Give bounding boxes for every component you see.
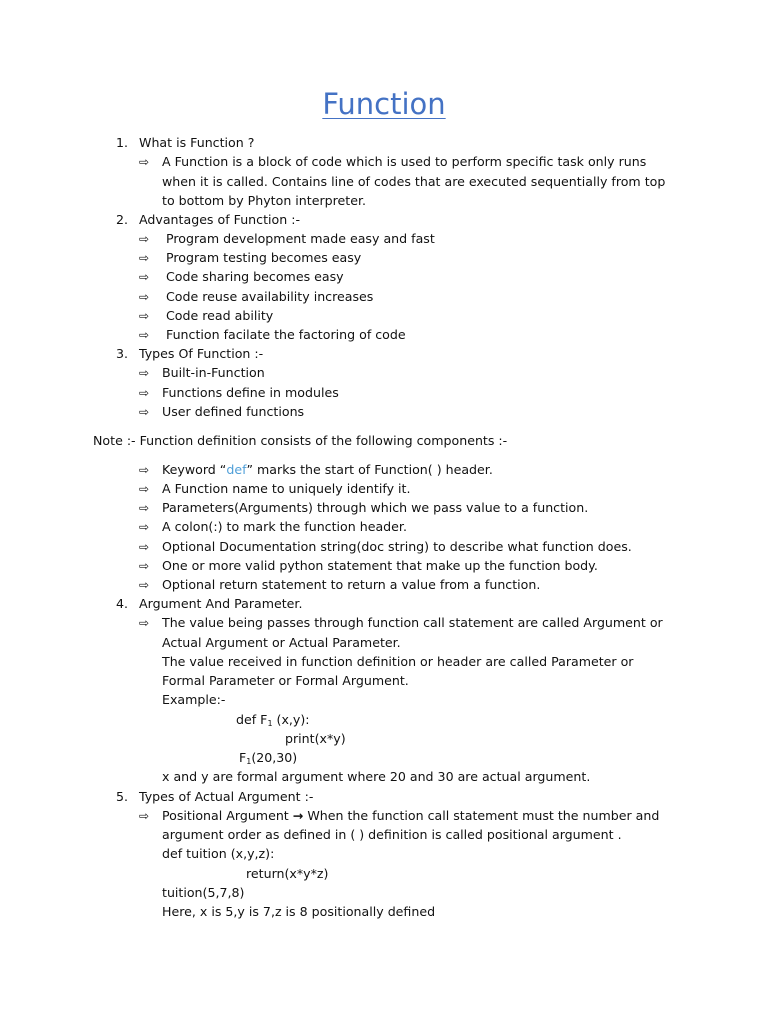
code-line: print(x*y) [285, 731, 346, 746]
arrow-bullet-icon: ⇨ [139, 328, 150, 342]
list-number: 3. [116, 346, 129, 361]
arrow-bullet-icon: ⇨ [139, 270, 150, 284]
section-2-heading [116, 210, 300, 229]
arrow-bullet-icon: ⇨ [139, 520, 150, 534]
continuation-line: Example:- [162, 692, 226, 707]
list-item: ⇨ A Function is a block of code which is used to perform specific task only runs [139, 152, 646, 172]
continuation-line: when it is called. Contains line of codes that are executed sequentially from top [162, 174, 666, 189]
list-item: ⇨ Code sharing becomes easy [139, 267, 344, 287]
right-arrow-icon: → [292, 808, 304, 823]
heading-text: What is Function ? [139, 135, 255, 150]
list-item: ⇨ Keyword “def” marks the start of Function( ) header. [139, 460, 493, 480]
def-keyword: def [226, 462, 247, 477]
arrow-bullet-icon: ⇨ [139, 155, 150, 169]
list-item: ⇨ Code reuse availability increases [139, 287, 373, 307]
continuation-line: Here, x is 5,y is 7,z is 8 positionally defined [162, 904, 436, 919]
heading-text: Types of Actual Argument :- [139, 789, 314, 804]
arrow-bullet-icon: ⇨ [139, 290, 150, 304]
list-item: ⇨ A colon(:) to mark the function header. [139, 517, 407, 537]
arrow-bullet-icon: ⇨ [139, 616, 150, 630]
arrow-bullet-icon: ⇨ [139, 366, 150, 380]
continuation-line: Formal Parameter or Formal Argument. [162, 673, 409, 688]
heading-text: Argument And Parameter. [139, 596, 303, 611]
arrow-bullet-icon: ⇨ [139, 232, 150, 246]
section-4-heading [116, 594, 302, 613]
section-3-heading [116, 344, 263, 363]
list-item: ⇨ Program development made easy and fast [139, 229, 435, 249]
note-paragraph: Note :- Function definition consists of the following components :- [93, 433, 508, 448]
arrow-bullet-icon: ⇨ [139, 463, 150, 477]
list-item: ⇨ Optional return statement to return a value from a function. [139, 575, 540, 595]
list-item: ⇨ A Function name to uniquely identify it. [139, 479, 410, 499]
list-item: ⇨ Code read ability [139, 306, 273, 326]
section-1-heading [116, 133, 254, 152]
list-item: ⇨ User defined functions [139, 402, 304, 422]
list-item: ⇨ Built-in-Function [139, 363, 265, 383]
list-number: 4. [116, 596, 129, 611]
continuation-line: Actual Argument or Actual Parameter. [162, 635, 401, 650]
list-number: 2. [116, 212, 129, 227]
list-number: 5. [116, 789, 129, 804]
code-line: $F_1(20,30)$ [239, 750, 298, 766]
continuation-line: tuition(5,7,8) [162, 885, 245, 900]
arrow-bullet-icon: ⇨ [139, 559, 150, 573]
list-item: ⇨ Functions define in modules [139, 383, 339, 403]
continuation-line: def tuition (x,y,z): [162, 846, 275, 861]
continuation-line: The value received in function definition or header are called Parameter or [162, 654, 634, 669]
list-item: ⇨ Parameters(Arguments) through which we pass value to a function. [139, 498, 588, 518]
list-item: ⇨ Function facilate the factoring of code [139, 325, 406, 345]
arrow-bullet-icon: ⇨ [139, 309, 150, 323]
arrow-bullet-icon: ⇨ [139, 501, 150, 515]
continuation-line: x and y are formal argument where 20 and 30 are actual argument. [162, 769, 591, 784]
arrow-bullet-icon: ⇨ [139, 482, 150, 496]
section-5-heading [116, 787, 313, 806]
continuation-line: argument order as defined in ( ) definition is called positional argument . [162, 827, 622, 842]
list-item: ⇨ One or more valid python statement that make up the function body. [139, 556, 598, 576]
list-item: ⇨ Program testing becomes easy [139, 248, 361, 268]
arrow-bullet-icon: ⇨ [139, 540, 150, 554]
continuation-line: to bottom by Phyton interpreter. [162, 193, 367, 208]
list-item: ⇨ The value being passes through function call statement are called Argument or [139, 613, 663, 633]
arrow-bullet-icon: ⇨ [139, 251, 150, 265]
arrow-bullet-icon: ⇨ [139, 578, 150, 592]
arrow-bullet-icon: ⇨ [139, 386, 150, 400]
heading-text: Advantages of Function :- [139, 212, 301, 227]
list-number: 1. [116, 135, 129, 150]
list-item: ⇨ Optional Documentation string(doc string) to describe what function does. [139, 537, 632, 557]
arrow-bullet-icon: ⇨ [139, 405, 150, 419]
heading-text: Types Of Function :- [139, 346, 264, 361]
page-title: Function [322, 87, 446, 121]
code-line: def $F_1$ (x,y): [236, 712, 310, 728]
list-item: ⇨ Positional Argument → When the function call statement must the number and [139, 806, 659, 826]
arrow-bullet-icon: ⇨ [139, 809, 150, 823]
code-line: return(x*y*z) [246, 866, 329, 881]
